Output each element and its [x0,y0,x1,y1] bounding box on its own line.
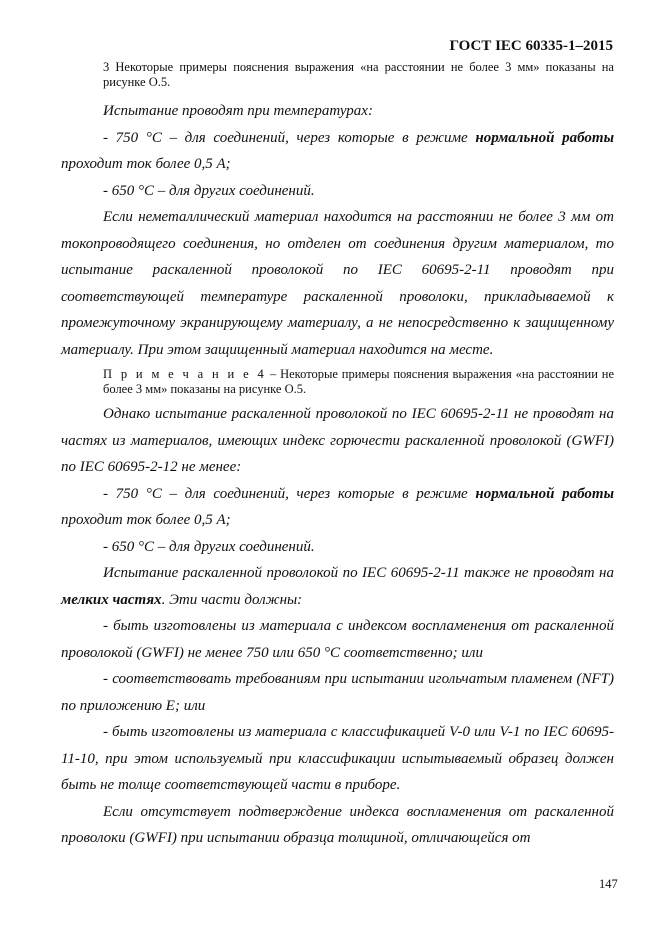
paragraph-gwfi-exception: Однако испытание раскаленной проволокой по IEC 60695-2-11 не проводят на частях из материалов, имеющих индекс горючести раскаленной проволокой (GWFI) по IEC 60695-2-12 не менее: [61,406,614,475]
small-parts-tail: . Эти части должны: [161,591,303,608]
normal-operation-term-2: нормальной работы [475,485,614,502]
list-item-750-tail: проходит ток более 0,5 А; [61,156,231,172]
paragraph-missing-gwfi: Если отсутствует подтверждение индекса воспламенения от раскаленной проволоки (GWFI) при испытании образца толщиной, отличающейся от [61,803,614,846]
small-parts-term: мелких частях [61,591,162,608]
list-item-750-gwfi [61,481,614,534]
list-item-v0-v1: - быть изготовлены из материала с классификацией V-0 или V-1 по IEC 60695-11-10, при этом используемый при классификации испытываемый образец должен быть не толще соответствующей части в приборе. [61,724,614,793]
list-item-650-gwfi: - 650 °С – для других соединений. [103,538,315,555]
small-parts-text: Испытание раскаленной проволокой по IEC 60695-2-11 также не проводят на [103,565,614,581]
note-4 [61,367,614,397]
list-item-750-gwfi-tail: проходит ток более 0,5 А; [61,512,231,528]
paragraph-test-temperatures: Испытание проводят при температурах: [103,103,373,119]
note-4-label: П р и м е ч а н и е 4 [103,367,267,381]
list-item-nft: - соответствовать требованиям при испытании игольчатым пламенем (NFT) по приложению Е; или [61,671,614,714]
note-4-text [61,367,614,397]
page-content [61,60,614,852]
list-item-750 [61,125,614,178]
list-item-750-text: - 750 °С – для соединений, через которые в режиме [103,129,476,146]
note-3-text: 3 Некоторые примеры пояснения выражения «на расстоянии не более 3 мм» показаны на рисунке О.5. [103,60,614,89]
note-3 [61,60,614,90]
list-item-650: - 650 °С – для других соединений. [103,182,315,199]
paragraph-small-parts [61,560,614,613]
page-number: 147 [599,877,618,891]
document-header: ГОСТ IEC 60335-1–2015 [449,38,613,54]
paragraph-non-metallic: Если неметаллический материал находится на расстоянии не более 3 мм от токопроводящего соединения, но отделен от соединения другим материалом, то испытание раскаленной проволокой по IEC 60695-2-11 проводят при соответствующей температуре раскаленной проволоки, прикладываемой к промежуточному экранирующему материалу, а не непосредственно к защищенному материалу. При этом защищенный материал находится на месте. [61,209,614,358]
normal-operation-term: нормальной работы [475,129,614,146]
list-item-gwfi-material: - быть изготовлены из материала с индексом воспламенения от раскаленной проволокой (GWFI) не менее 750 или 650 °С соответственно; или [61,618,614,661]
note-4-body: – Некоторые примеры пояснения выражения «на расстоянии не более 3 мм» показаны на рисунке О.5. [103,367,615,396]
list-item-750-gwfi-text: - 750 °С – для соединений, через которые в режиме [103,485,476,502]
